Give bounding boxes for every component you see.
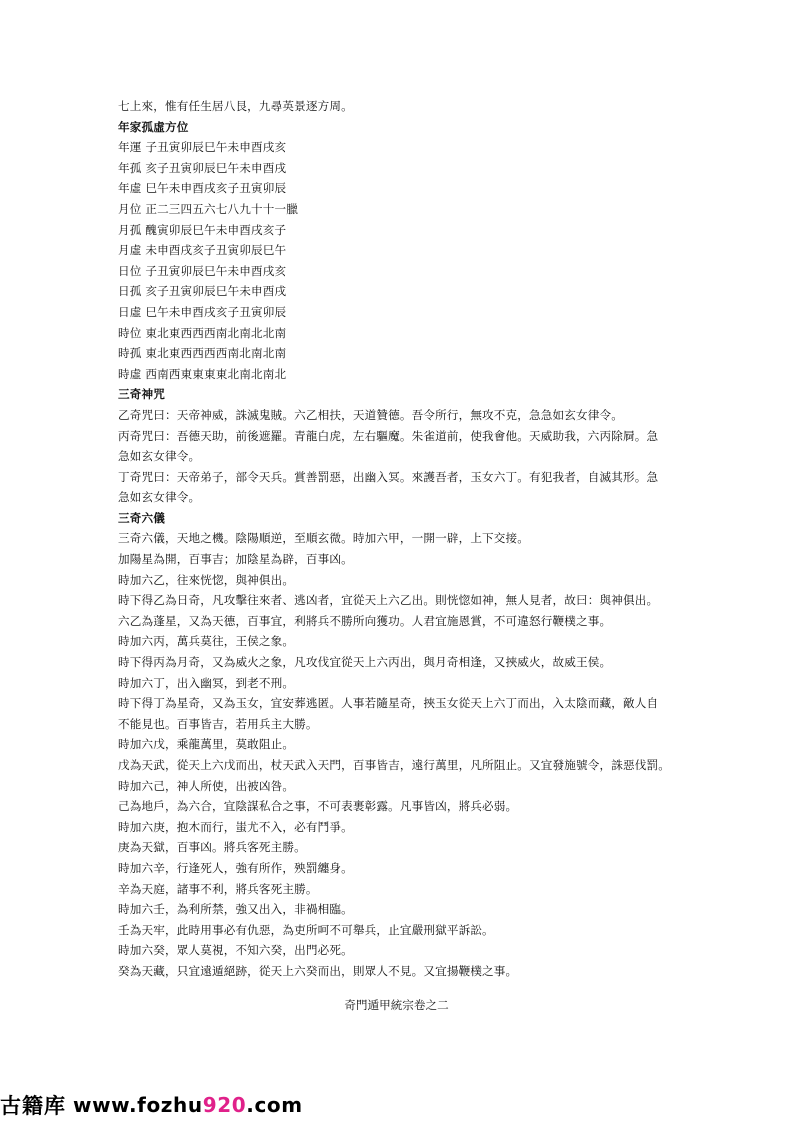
text-line: 七上來，惟有任生居八艮，九尋英景逐方周。 [118,99,353,113]
text-line: 急如玄女律令。 [118,490,201,505]
text-line: 日位 子丑寅卯辰巳午未申酉戌亥 [118,263,287,278]
text-line: 時加六庚，抱木而行，蚩尤不入，必有鬥爭。 [118,819,353,834]
text-line: 三奇六儀，天地之機。陰陽順逆，至順玄微。時加六甲，一開一辟，上下交接。 [118,531,530,546]
text-line: 時虛 西南西東東東東北南北南北 [118,366,287,381]
text-line: 年孤 亥子丑寅卯辰巳午未申酉戌 [118,160,287,175]
text-line: 時加六辛，行逢死人，強有所作，殃罰纏身。 [118,860,353,875]
watermark-url-number: 920 [202,1093,247,1117]
text-line: 戊為天武，從天上六戊而出，杖天武入天門，百事皆吉，遠行萬里，凡所阻止。又宜發施號令，誅惡伐罰。 [118,758,670,772]
volume-footer-title: 奇門遁甲統宗卷之二 [344,998,449,1012]
watermark-url-prefix: www.fozhu [73,1093,203,1117]
document-body [118,96,690,982]
text-line: 時加六丁，出入幽冥，到老不刑。 [118,675,295,690]
section-heading: 年家孤虛方位 [118,119,189,134]
site-watermark [0,1085,303,1125]
text-line: 丁奇咒曰：天帝弟子，部令天兵。賞善罰惡，出幽入冥。來護吾者，玉女六丁。有犯我者，自滅其形。急 [118,469,659,484]
watermark-url [73,1093,303,1117]
section-heading: 三奇六儀 [118,510,165,525]
text-line: 月位 正二三四五六七八九十十一臘 [118,201,298,216]
text-line: 己為地戶，為六合，宜陰謀私合之事，不可表裹彰露。凡事皆凶，將兵必弱。 [118,799,518,814]
text-line: 時加六癸，眾人莫視，不知六癸，出門必死。 [118,943,353,958]
text-line: 時加六丙，萬兵莫往，王侯之象。 [118,634,295,649]
watermark-url-suffix: .com [246,1093,303,1117]
text-line: 時位 東北東西西西南北南北北南 [118,325,287,340]
text-line: 時加六戊，乘龍萬里，莫敢阻止。 [118,737,295,752]
text-line: 月孤 醜寅卯辰巳午未申酉戌亥子 [118,222,287,237]
text-line: 時孤 東北東西西西西南北南北南 [118,346,287,361]
text-line: 乙奇咒曰：天帝神威，誅滅鬼賊。六乙相扶，天道贊德。吾令所行，無攻不克，急急如玄女律令。 [118,407,623,422]
text-line: 丙奇咒曰：吾德天助，前後遮羅。青龍白虎，左右驅魔。朱雀道前，使我會他。天威助我，六丙除屙。急 [118,428,659,443]
text-line: 日孤 亥子丑寅卯辰巳午未申酉戌 [118,284,287,299]
text-line: 時下得丁為星奇，又為玉女，宜安葬逃匿。人事若隨星奇，挾玉女從天上六丁而出，入太陰而藏，敵人自 [118,696,659,711]
text-line: 庚為天獄，百事凶。將兵客死主勝。 [118,840,306,855]
text-line: 日虛 巳午未申酉戌亥子丑寅卯辰 [118,304,287,319]
watermark-site-name: 古籍库 [0,1094,66,1118]
text-line: 時加六己，神人所使，出被凶咎。 [118,778,295,793]
section-heading: 三奇神咒 [118,387,165,402]
text-line: 壬為天牢，此時用事必有仇惡，為吏所呵不可舉兵，止宜嚴刑獄平訴訟。 [118,922,494,937]
text-line: 加陽星為開，百事吉；加陰星為辟，百事凶。 [118,552,353,567]
text-line: 不能見也。百事皆吉，若用兵主大勝。 [118,716,318,731]
text-line: 年運 子丑寅卯辰巳午未申酉戌亥 [118,140,287,155]
text-line: 急如玄女律令。 [118,449,201,464]
text-line: 辛為天庭，諸事不利，將兵客死主勝。 [118,881,318,896]
text-line: 六乙為蓬星，又為天德，百事宜，利將兵不勝所向獲功。人君宜施恩賞，不可違怒行鞭樸之事。 [118,613,612,628]
text-line: 月虛 未申酉戌亥子丑寅卯辰巳午 [118,243,287,258]
text-line: 時下得丙為月奇，又為威火之象，凡攻伐宜從天上六丙出，與月奇相逢，又挾威火，故威王侯。 [118,655,612,670]
text-line: 癸為天藏，只宜遠遁絕跡，從天上六癸而出，則眾人不見。又宜揚鞭樸之事。 [118,963,518,978]
text-line: 年虛 巳午未申酉戌亥子丑寅卯辰 [118,181,287,196]
text-line: 時加六乙，往來恍惚，與神俱出。 [118,572,295,587]
text-line: 時加六壬，為利所禁，強又出入，非禍相臨。 [118,902,353,917]
text-line: 時下得乙為日奇，凡攻擊往來者、逃凶者，宜從天上六乙出。則恍惚如神，無人見者，故曰：與神俱出。 [118,593,659,608]
